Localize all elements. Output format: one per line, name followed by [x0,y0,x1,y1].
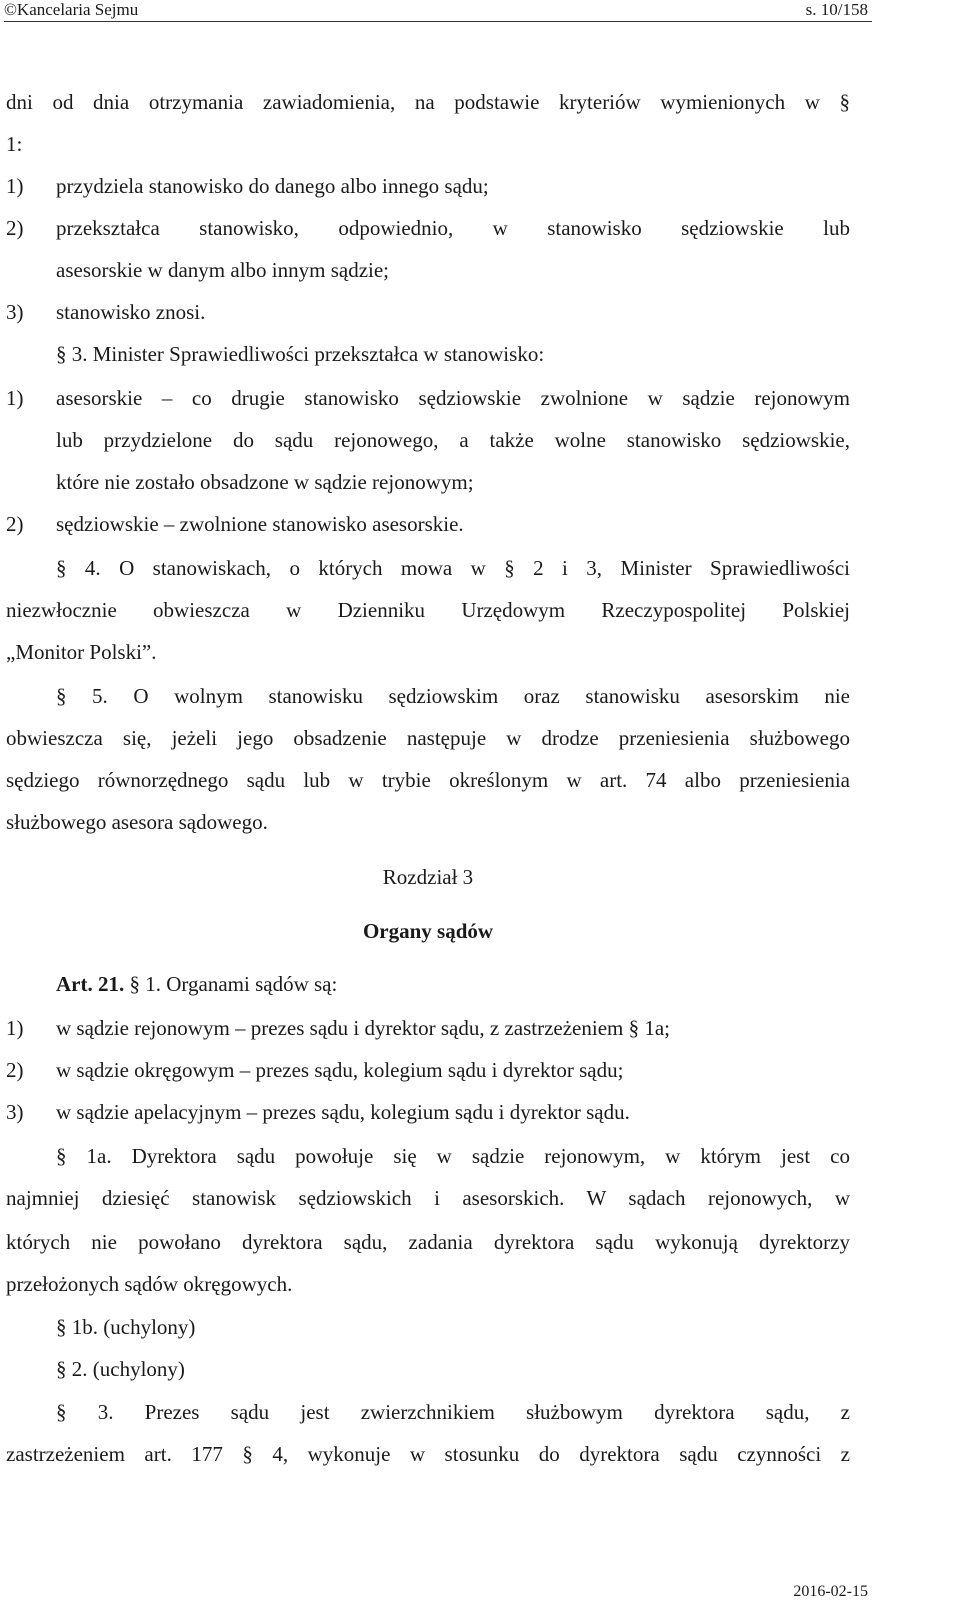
page-header [0,0,960,22]
header-divider [4,21,872,22]
list-text: w sądzie okręgowym – prezes sądu, kolegium sądu i dyrektor sądu; [56,1058,624,1082]
list-text: przekształca stanowisko, odpowiednio, w stanowisko sędziowskie lub [56,216,850,240]
paragraph-start: § 4. O stanowiskach, o których mowa w § 2 i 3, Minister Sprawiedliwości [56,556,850,580]
text-line: które nie zostało obsadzone w sądzie rejonowym; [56,470,474,494]
chapter-number: Rozdział 3 [382,865,474,889]
text-line: sędziego równorzędnego sądu lub w trybie określonym w art. 74 albo przeniesienia [6,768,850,792]
list-number: 3) [6,1100,24,1124]
text-line: służbowego asesora sądowego. [6,810,268,834]
chapter-title: Organy sądów [362,919,494,943]
list-number: 1) [6,386,24,410]
paragraph-start: § 2. (uchylony) [56,1357,185,1381]
list-text: sędziowskie – zwolnione stanowisko asesorskie. [56,512,464,536]
list-text: stanowisko znosi. [56,300,206,324]
list-text: przydziela stanowisko do danego albo innego sądu; [56,174,489,198]
list-number: 2) [6,216,24,240]
list-number: 1) [6,174,24,198]
text-line: niezwłocznie obwieszcza w Dzienniku Urzędowym Rzeczypospolitej Polskiej [6,598,850,622]
header-page-number: s. 10/158 [805,0,868,19]
text-line: przełożonych sądów okręgowych. [6,1272,293,1296]
text-line: „Monitor Polski”. [6,640,157,664]
text-line: dni od dnia otrzymania zawiadomienia, na podstawie kryteriów wymienionych w § [6,90,850,114]
text-line: lub przydzielone do sądu rejonowego, a także wolne stanowisko sędziowskie, [56,428,850,452]
list-number: 2) [6,512,24,536]
paragraph-start: § 1a. Dyrektora sądu powołuje się w sądzie rejonowym, w którym jest co [56,1144,850,1168]
article-number: Art. 21. [56,972,125,996]
paragraph-start: § 5. O wolnym stanowisku sędziowskim oraz stanowisku asesorskim nie [56,684,850,708]
article-text: § 1. Organami sądów są: [129,972,338,996]
list-number: 3) [6,300,24,324]
text-line: których nie powołano dyrektora sądu, zadania dyrektora sądu wykonują dyrektorzy [6,1230,850,1254]
footer-date: 2016-02-15 [793,1583,868,1600]
list-number: 2) [6,1058,24,1082]
header-source: ©Kancelaria Sejmu [4,0,139,19]
list-number: 1) [6,1016,24,1040]
article-start [6,970,850,998]
text-line: najmniej dziesięć stanowisk sędziowskich i asesorskich. W sądach rejonowych, w [6,1186,850,1210]
text-line: asesorskie w danym albo innym sądzie; [56,258,390,282]
text-line: zastrzeżeniem art. 177 § 4, wykonuje w stosunku do dyrektora sądu czynności z [6,1442,850,1466]
paragraph-start: § 1b. (uchylony) [56,1315,196,1339]
list-text: asesorskie – co drugie stanowisko sędziowskie zwolnione w sądzie rejonowym [56,386,850,410]
text-line: obwieszcza się, jeżeli jego obsadzenie następuje w drodze przeniesienia służbowego [6,726,850,750]
paragraph-start: § 3. Minister Sprawiedliwości przekształca w stanowisko: [56,342,545,366]
list-text: w sądzie apelacyjnym – prezes sądu, kolegium sądu i dyrektor sądu. [56,1100,630,1124]
text-line: 1: [6,132,23,156]
list-text: w sądzie rejonowym – prezes sądu i dyrektor sądu, z zastrzeżeniem § 1a; [56,1016,671,1040]
paragraph-start: § 3. Prezes sądu jest zwierzchnikiem służbowym dyrektora sądu, z [56,1400,850,1424]
